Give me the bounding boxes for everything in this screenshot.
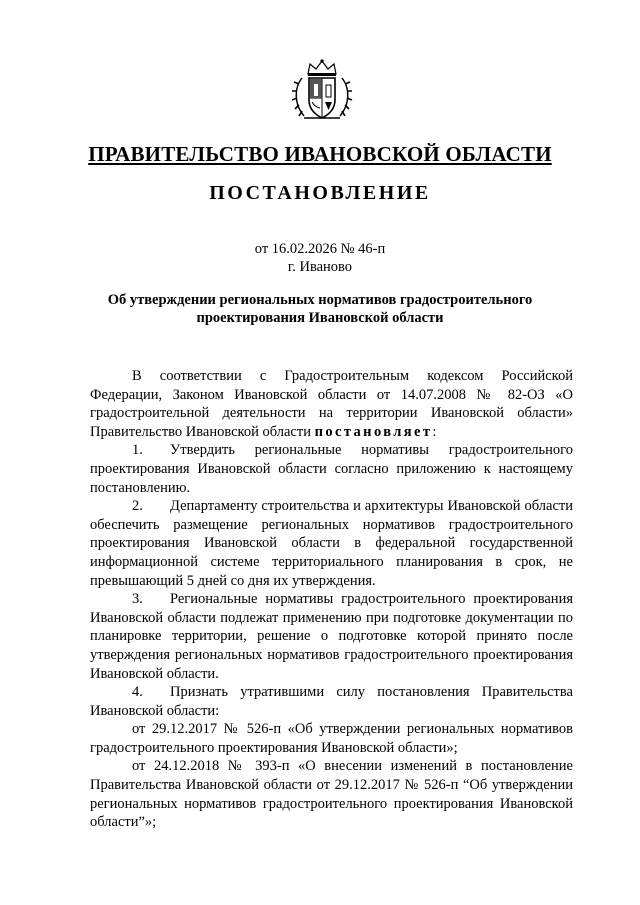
- preamble-paragraph: [90, 367, 573, 441]
- item-text: Признать утратившими силу постановления Правительства Ивановской области:: [90, 684, 573, 719]
- coat-of-arms-icon: [290, 58, 354, 124]
- item-number: 1.: [132, 442, 143, 459]
- list-item: [90, 683, 573, 720]
- document-subject: [90, 291, 550, 327]
- item-text: Департаменту строительства и архитектуры Ивановской области обеспечить размещение региональных нормативов градостроительного проектирования Ивановской области в федеральной государственной информационной системе территориального планирования в срок, не превышающий 5 дней со дня их утверждения.: [90, 498, 573, 589]
- preamble-text: В соответствии с Градостроительным кодексом Российской Федерации, Законом Ивановской области от 14.07.2008 № 82-ОЗ «О градостроительной деятельности на территории Ивановской области» Правительство Ивановской области: [90, 368, 573, 440]
- document-meta: [60, 240, 580, 276]
- item-number: 2.: [132, 498, 143, 515]
- item-text: Региональные нормативы градостроительного проектирования Ивановской области подлежат применению при подготовке документации по планировке территории, решение о подготовке которой принято после утверждения региональных нормативов градостроительного проектирования Ивановской области.: [90, 591, 573, 682]
- list-item: [90, 441, 573, 497]
- date-number: от 16.02.2026 № 46-п: [254, 241, 386, 257]
- government-title: ПРАВИТЕЛЬСТВО ИВАНОВСКОЙ ОБЛАСТИ: [88, 142, 552, 166]
- preamble-suffix: :: [432, 423, 437, 440]
- city: г. Иваново: [287, 259, 353, 275]
- resolves-keyword: постановляет: [314, 423, 433, 440]
- document-type: ПОСТАНОВЛЕНИЕ: [209, 182, 431, 204]
- repealed-item: от 29.12.2017 № 526-п «Об утверждении региональных нормативов градостроительного проектирования Ивановской области»;: [90, 721, 573, 756]
- item-number: 4.: [132, 684, 143, 701]
- subject-line-2: проектирования Ивановской области: [196, 310, 444, 326]
- repealed-item: от 24.12.2018 № 393-п «О внесении изменений в постановление Правительства Ивановской области от 29.12.2017 № 526-п “Об утверждении региональных нормативов градостроительного проектирования Ивановской области”»;: [90, 758, 573, 831]
- subject-line-1: Об утверждении региональных нормативов градостроительного: [107, 292, 533, 308]
- item-text: Утвердить региональные нормативы градостроительного проектирования Ивановской области согласно приложению к настоящему постановлению.: [90, 442, 573, 496]
- item-number: 3.: [132, 591, 143, 608]
- document-body: [90, 367, 573, 832]
- list-item: [90, 497, 573, 590]
- list-item: [90, 590, 573, 683]
